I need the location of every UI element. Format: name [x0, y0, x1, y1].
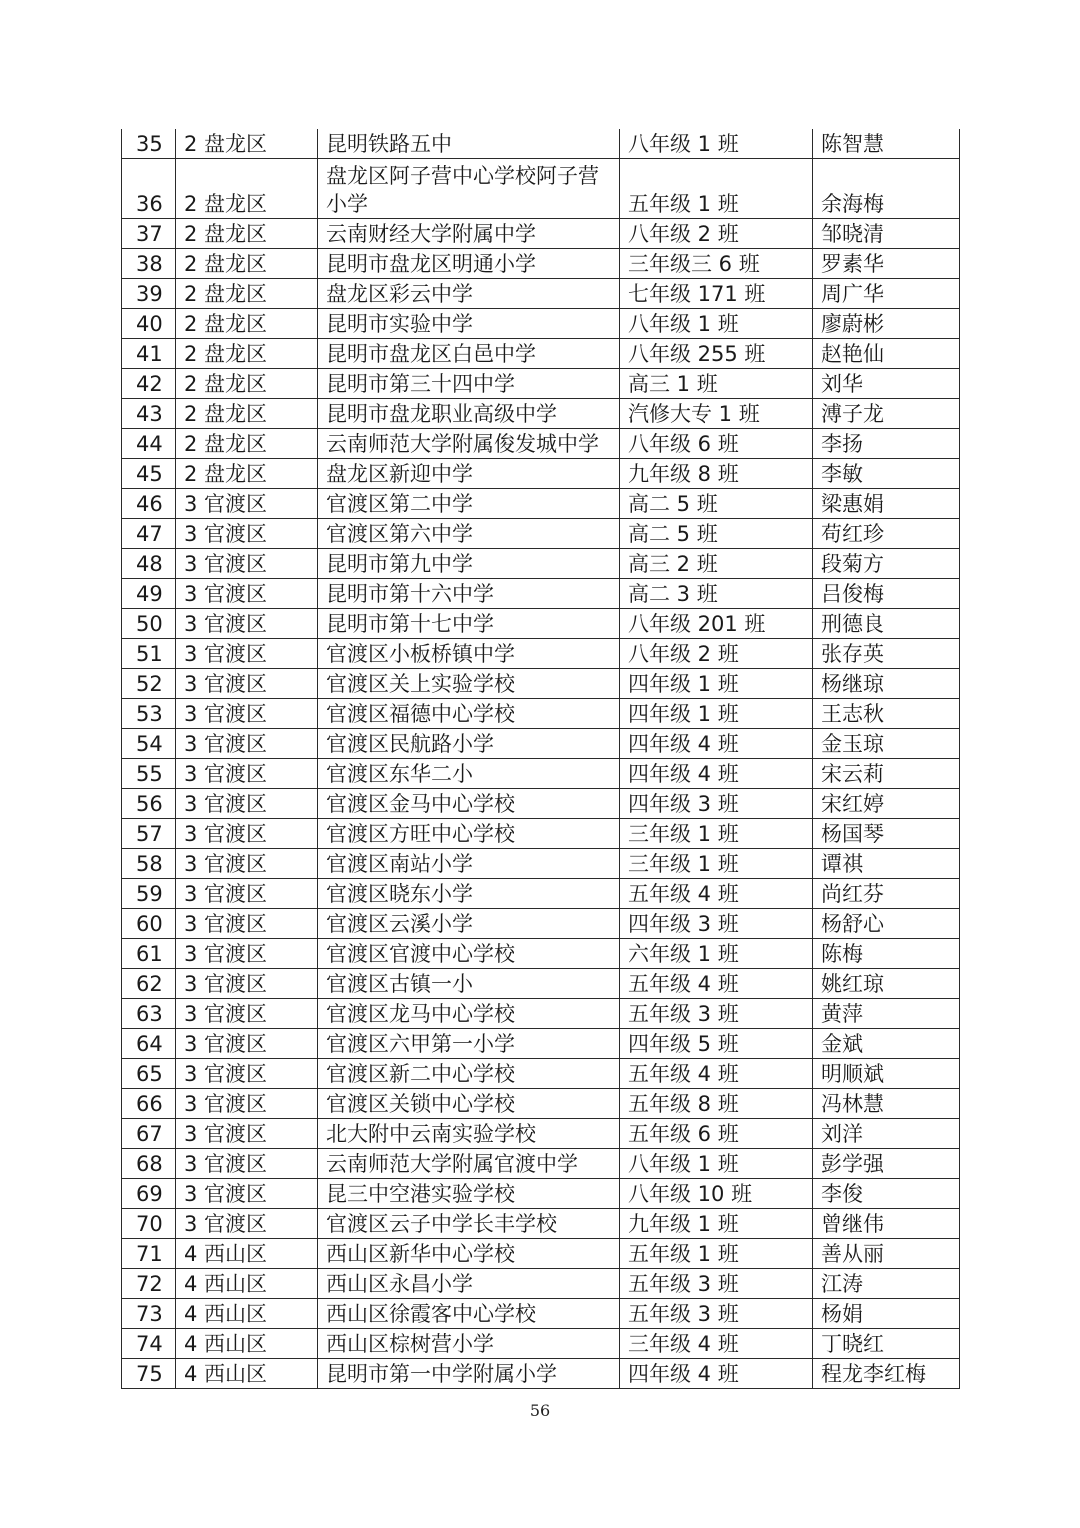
class-cell: 高二 3 班: [620, 579, 813, 609]
school-cell: 昆明市第九中学: [318, 549, 620, 579]
teacher-name-cell: 杨国琴: [813, 819, 960, 849]
row-number-cell: 43: [122, 399, 176, 429]
teacher-name-cell: 江涛: [813, 1269, 960, 1299]
table-row: [122, 1239, 960, 1269]
row-number-cell: 36: [122, 159, 176, 219]
school-cell: 官渡区关锁中心学校: [318, 1089, 620, 1119]
teacher-name-cell: 彭学强: [813, 1149, 960, 1179]
class-cell: 五年级 1 班: [620, 159, 813, 219]
table-row: [122, 459, 960, 489]
district-cell: 3 官渡区: [176, 759, 318, 789]
table-row: [122, 729, 960, 759]
row-number-cell: 40: [122, 309, 176, 339]
district-cell: 3 官渡区: [176, 1029, 318, 1059]
school-cell: 官渡区南站小学: [318, 849, 620, 879]
teacher-name-cell: 余海梅: [813, 159, 960, 219]
row-number-cell: 67: [122, 1119, 176, 1149]
school-cell: 官渡区民航路小学: [318, 729, 620, 759]
table-row: [122, 669, 960, 699]
teacher-name-cell: 邹晓清: [813, 219, 960, 249]
table-row: [122, 609, 960, 639]
row-number-cell: 62: [122, 969, 176, 999]
teacher-name-cell: 宋云莉: [813, 759, 960, 789]
row-number-cell: 48: [122, 549, 176, 579]
class-cell: 八年级 201 班: [620, 609, 813, 639]
row-number-cell: 59: [122, 879, 176, 909]
school-cell: 昆明市第一中学附属小学: [318, 1359, 620, 1389]
school-cell: 云南财经大学附属中学: [318, 219, 620, 249]
row-number-cell: 72: [122, 1269, 176, 1299]
district-cell: 3 官渡区: [176, 879, 318, 909]
table-row: [122, 129, 960, 159]
class-cell: 五年级 3 班: [620, 999, 813, 1029]
school-cell: 云南师范大学附属官渡中学: [318, 1149, 620, 1179]
school-cell: 官渡区官渡中心学校: [318, 939, 620, 969]
district-cell: 3 官渡区: [176, 939, 318, 969]
class-cell: 五年级 3 班: [620, 1299, 813, 1329]
class-cell: 高三 1 班: [620, 369, 813, 399]
table-row: [122, 279, 960, 309]
teacher-name-cell: 陈梅: [813, 939, 960, 969]
row-number-cell: 49: [122, 579, 176, 609]
school-cell: 官渡区金马中心学校: [318, 789, 620, 819]
class-cell: 四年级 4 班: [620, 729, 813, 759]
teacher-name-cell: 刘洋: [813, 1119, 960, 1149]
school-cell: 北大附中云南实验学校: [318, 1119, 620, 1149]
district-cell: 3 官渡区: [176, 1119, 318, 1149]
class-cell: 四年级 5 班: [620, 1029, 813, 1059]
teacher-name-cell: 罗素华: [813, 249, 960, 279]
district-cell: 2 盘龙区: [176, 249, 318, 279]
teacher-name-cell: 廖蔚彬: [813, 309, 960, 339]
district-cell: 3 官渡区: [176, 579, 318, 609]
class-cell: 高二 5 班: [620, 519, 813, 549]
class-cell: 四年级 3 班: [620, 789, 813, 819]
row-number-cell: 70: [122, 1209, 176, 1239]
district-cell: 2 盘龙区: [176, 429, 318, 459]
district-cell: 2 盘龙区: [176, 129, 318, 159]
class-cell: 八年级 2 班: [620, 639, 813, 669]
class-cell: 八年级 10 班: [620, 1179, 813, 1209]
school-cell: 官渡区东华二小: [318, 759, 620, 789]
class-cell: 四年级 4 班: [620, 759, 813, 789]
table-row: [122, 1089, 960, 1119]
row-number-cell: 55: [122, 759, 176, 789]
row-number-cell: 35: [122, 129, 176, 159]
district-cell: 3 官渡区: [176, 1179, 318, 1209]
class-cell: 三年级 1 班: [620, 849, 813, 879]
school-cell: 官渡区六甲第一小学: [318, 1029, 620, 1059]
school-cell: 官渡区小板桥镇中学: [318, 639, 620, 669]
row-number-cell: 56: [122, 789, 176, 819]
school-cell: 官渡区晓东小学: [318, 879, 620, 909]
district-cell: 3 官渡区: [176, 999, 318, 1029]
school-cell: 盘龙区新迎中学: [318, 459, 620, 489]
table-row: [122, 399, 960, 429]
table-row: [122, 1179, 960, 1209]
school-cell: 西山区棕树营小学: [318, 1329, 620, 1359]
class-cell: 四年级 4 班: [620, 1359, 813, 1389]
school-cell: 官渡区古镇一小: [318, 969, 620, 999]
row-number-cell: 37: [122, 219, 176, 249]
table-row: [122, 579, 960, 609]
school-cell: 西山区新华中心学校: [318, 1239, 620, 1269]
class-cell: 三年级三 6 班: [620, 249, 813, 279]
district-cell: 3 官渡区: [176, 519, 318, 549]
table-row: [122, 909, 960, 939]
teacher-name-cell: 杨舒心: [813, 909, 960, 939]
table-row: [122, 1359, 960, 1389]
teacher-name-cell: 姚红琼: [813, 969, 960, 999]
class-cell: 九年级 1 班: [620, 1209, 813, 1239]
row-number-cell: 74: [122, 1329, 176, 1359]
district-cell: 2 盘龙区: [176, 339, 318, 369]
table-row: [122, 999, 960, 1029]
school-cell: 云南师范大学附属俊发城中学: [318, 429, 620, 459]
table-row: [122, 159, 960, 219]
table-row: [122, 1209, 960, 1239]
district-cell: 3 官渡区: [176, 489, 318, 519]
school-cell: 官渡区关上实验学校: [318, 669, 620, 699]
school-cell: 昆明铁路五中: [318, 129, 620, 159]
table-row: [122, 639, 960, 669]
district-cell: 3 官渡区: [176, 699, 318, 729]
class-cell: 八年级 1 班: [620, 1149, 813, 1179]
class-cell: 八年级 6 班: [620, 429, 813, 459]
teacher-name-cell: 梁惠娟: [813, 489, 960, 519]
class-cell: 九年级 8 班: [620, 459, 813, 489]
table-row: [122, 879, 960, 909]
table-row: [122, 1269, 960, 1299]
table-row: [122, 1149, 960, 1179]
table-row: [122, 849, 960, 879]
row-number-cell: 73: [122, 1299, 176, 1329]
teacher-name-cell: 程龙李红梅: [813, 1359, 960, 1389]
row-number-cell: 39: [122, 279, 176, 309]
row-number-cell: 60: [122, 909, 176, 939]
class-cell: 五年级 6 班: [620, 1119, 813, 1149]
district-cell: 2 盘龙区: [176, 309, 318, 339]
school-cell: 官渡区第六中学: [318, 519, 620, 549]
district-cell: 2 盘龙区: [176, 159, 318, 219]
district-cell: 3 官渡区: [176, 849, 318, 879]
class-cell: 汽修大专 1 班: [620, 399, 813, 429]
class-cell: 五年级 4 班: [620, 879, 813, 909]
table-row: [122, 759, 960, 789]
school-cell: 官渡区第二中学: [318, 489, 620, 519]
table-row: [122, 939, 960, 969]
teacher-name-cell: 段菊方: [813, 549, 960, 579]
district-cell: 4 西山区: [176, 1359, 318, 1389]
table-row: [122, 549, 960, 579]
class-cell: 五年级 4 班: [620, 969, 813, 999]
teacher-name-cell: 曾继伟: [813, 1209, 960, 1239]
row-number-cell: 45: [122, 459, 176, 489]
table-row: [122, 429, 960, 459]
class-cell: 高二 5 班: [620, 489, 813, 519]
roster-table-body: [122, 129, 960, 1389]
class-cell: 五年级 8 班: [620, 1089, 813, 1119]
table-row: [122, 1029, 960, 1059]
class-cell: 四年级 3 班: [620, 909, 813, 939]
school-cell: 官渡区新二中心学校: [318, 1059, 620, 1089]
teacher-name-cell: 赵艳仙: [813, 339, 960, 369]
school-cell: 昆明市第十六中学: [318, 579, 620, 609]
teacher-name-cell: 谭祺: [813, 849, 960, 879]
table-row: [122, 1299, 960, 1329]
row-number-cell: 52: [122, 669, 176, 699]
class-cell: 五年级 3 班: [620, 1269, 813, 1299]
teacher-name-cell: 李俊: [813, 1179, 960, 1209]
class-cell: 七年级 171 班: [620, 279, 813, 309]
teacher-name-cell: 张存英: [813, 639, 960, 669]
school-cell: 官渡区云子中学长丰学校: [318, 1209, 620, 1239]
school-cell: 官渡区龙马中心学校: [318, 999, 620, 1029]
district-cell: 3 官渡区: [176, 1089, 318, 1119]
class-cell: 三年级 4 班: [620, 1329, 813, 1359]
district-cell: 3 官渡区: [176, 789, 318, 819]
teacher-name-cell: 杨继琼: [813, 669, 960, 699]
class-cell: 五年级 1 班: [620, 1239, 813, 1269]
district-cell: 3 官渡区: [176, 819, 318, 849]
row-number-cell: 57: [122, 819, 176, 849]
school-cell: 西山区徐霞客中心学校: [318, 1299, 620, 1329]
teacher-name-cell: 金玉琼: [813, 729, 960, 759]
table-row: [122, 819, 960, 849]
class-cell: 八年级 1 班: [620, 309, 813, 339]
table-row: [122, 519, 960, 549]
district-cell: 2 盘龙区: [176, 369, 318, 399]
row-number-cell: 51: [122, 639, 176, 669]
district-cell: 3 官渡区: [176, 609, 318, 639]
teacher-name-cell: 刘华: [813, 369, 960, 399]
teacher-name-cell: 金斌: [813, 1029, 960, 1059]
teacher-name-cell: 刑德良: [813, 609, 960, 639]
district-cell: 4 西山区: [176, 1269, 318, 1299]
table-row: [122, 1119, 960, 1149]
row-number-cell: 53: [122, 699, 176, 729]
teacher-name-cell: 杨娟: [813, 1299, 960, 1329]
school-cell: 官渡区方旺中心学校: [318, 819, 620, 849]
row-number-cell: 58: [122, 849, 176, 879]
class-cell: 八年级 255 班: [620, 339, 813, 369]
district-cell: 2 盘龙区: [176, 459, 318, 489]
table-row: [122, 969, 960, 999]
school-cell: 昆明市盘龙区明通小学: [318, 249, 620, 279]
row-number-cell: 65: [122, 1059, 176, 1089]
class-cell: 五年级 4 班: [620, 1059, 813, 1089]
district-cell: 2 盘龙区: [176, 219, 318, 249]
row-number-cell: 50: [122, 609, 176, 639]
district-cell: 2 盘龙区: [176, 279, 318, 309]
school-cell: 昆明市盘龙职业高级中学: [318, 399, 620, 429]
teacher-name-cell: 李扬: [813, 429, 960, 459]
teacher-name-cell: 溥子龙: [813, 399, 960, 429]
school-cell: 官渡区福德中心学校: [318, 699, 620, 729]
school-cell: 昆明市实验中学: [318, 309, 620, 339]
district-cell: 3 官渡区: [176, 669, 318, 699]
row-number-cell: 46: [122, 489, 176, 519]
school-cell: 昆明市第三十四中学: [318, 369, 620, 399]
school-cell: 官渡区云溪小学: [318, 909, 620, 939]
row-number-cell: 61: [122, 939, 176, 969]
teacher-name-cell: 黄萍: [813, 999, 960, 1029]
table-row: [122, 789, 960, 819]
teacher-name-cell: 善从丽: [813, 1239, 960, 1269]
teacher-name-cell: 李敏: [813, 459, 960, 489]
district-cell: 3 官渡区: [176, 969, 318, 999]
teacher-name-cell: 苟红珍: [813, 519, 960, 549]
roster-table: [121, 129, 960, 1389]
teacher-name-cell: 陈智慧: [813, 129, 960, 159]
row-number-cell: 64: [122, 1029, 176, 1059]
teacher-name-cell: 丁晓红: [813, 1329, 960, 1359]
district-cell: 4 西山区: [176, 1329, 318, 1359]
row-number-cell: 44: [122, 429, 176, 459]
district-cell: 3 官渡区: [176, 1149, 318, 1179]
teacher-name-cell: 宋红婷: [813, 789, 960, 819]
class-cell: 八年级 1 班: [620, 129, 813, 159]
row-number-cell: 66: [122, 1089, 176, 1119]
district-cell: 3 官渡区: [176, 1059, 318, 1089]
teacher-name-cell: 王志秋: [813, 699, 960, 729]
district-cell: 3 官渡区: [176, 729, 318, 759]
row-number-cell: 38: [122, 249, 176, 279]
row-number-cell: 69: [122, 1179, 176, 1209]
teacher-name-cell: 吕俊梅: [813, 579, 960, 609]
school-cell: 昆明市盘龙区白邑中学: [318, 339, 620, 369]
row-number-cell: 41: [122, 339, 176, 369]
teacher-name-cell: 尚红芬: [813, 879, 960, 909]
class-cell: 八年级 2 班: [620, 219, 813, 249]
table-row: [122, 489, 960, 519]
table-row: [122, 219, 960, 249]
district-cell: 2 盘龙区: [176, 399, 318, 429]
school-cell: 昆三中空港实验学校: [318, 1179, 620, 1209]
row-number-cell: 75: [122, 1359, 176, 1389]
row-number-cell: 47: [122, 519, 176, 549]
district-cell: 3 官渡区: [176, 1209, 318, 1239]
school-cell: 西山区永昌小学: [318, 1269, 620, 1299]
table-row: [122, 339, 960, 369]
class-cell: 四年级 1 班: [620, 669, 813, 699]
row-number-cell: 68: [122, 1149, 176, 1179]
class-cell: 高三 2 班: [620, 549, 813, 579]
class-cell: 六年级 1 班: [620, 939, 813, 969]
school-cell: 盘龙区彩云中学: [318, 279, 620, 309]
table-row: [122, 1059, 960, 1089]
table-row: [122, 699, 960, 729]
row-number-cell: 63: [122, 999, 176, 1029]
table-row: [122, 309, 960, 339]
class-cell: 四年级 1 班: [620, 699, 813, 729]
class-cell: 三年级 1 班: [620, 819, 813, 849]
table-row: [122, 369, 960, 399]
row-number-cell: 54: [122, 729, 176, 759]
row-number-cell: 42: [122, 369, 176, 399]
row-number-cell: 71: [122, 1239, 176, 1269]
page-number: 56: [529, 1401, 551, 1420]
teacher-name-cell: 冯林慧: [813, 1089, 960, 1119]
district-cell: 4 西山区: [176, 1299, 318, 1329]
school-cell: 昆明市第十七中学: [318, 609, 620, 639]
table-row: [122, 249, 960, 279]
district-cell: 3 官渡区: [176, 909, 318, 939]
school-cell: 盘龙区阿子营中心学校阿子营小学: [318, 159, 620, 219]
teacher-name-cell: 周广华: [813, 279, 960, 309]
district-cell: 3 官渡区: [176, 639, 318, 669]
teacher-name-cell: 明顺斌: [813, 1059, 960, 1089]
district-cell: 3 官渡区: [176, 549, 318, 579]
table-row: [122, 1329, 960, 1359]
district-cell: 4 西山区: [176, 1239, 318, 1269]
